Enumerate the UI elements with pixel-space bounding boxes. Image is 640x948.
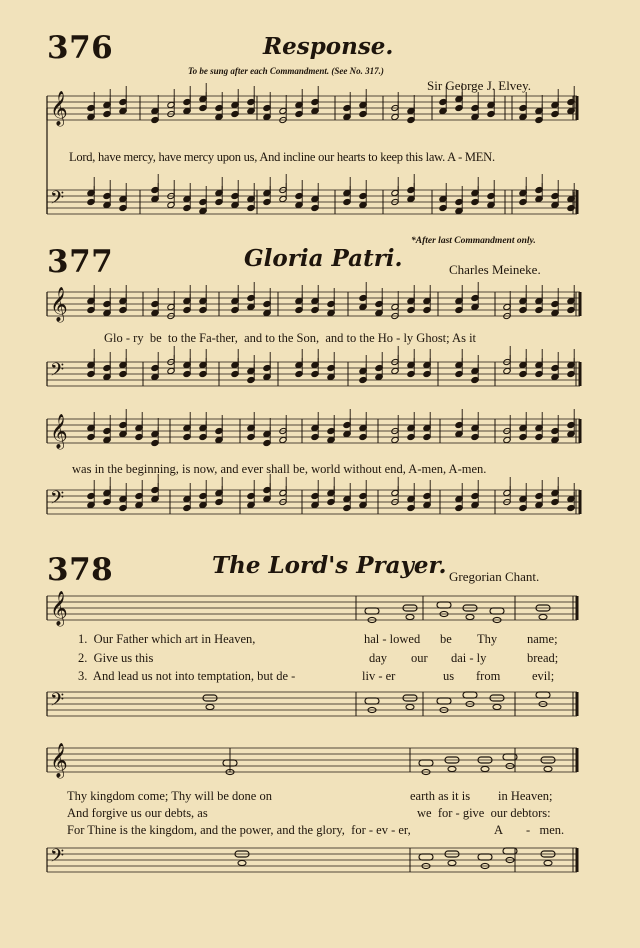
- chant-syllable: name;: [527, 632, 558, 646]
- chant-syllable: liv - er: [362, 669, 396, 683]
- treble-clef-icon: 𝄞: [50, 91, 68, 126]
- hymn-footnote-376: *After last Commandment only.: [411, 236, 536, 246]
- staff-lines: [47, 96, 580, 872]
- chant-verse-2: 2. Give us this: [78, 651, 154, 665]
- hymn-lyrics-377-line-1: Glo - ry be to the Fa-ther, and to the Son, and to the Ho - ly Ghost; As it: [104, 331, 477, 345]
- note-head: [406, 704, 414, 709]
- hymn-lyrics-377-line-2: was in the beginning, is now, and ever shall be, world without end, A-men, A-men.: [72, 462, 487, 476]
- note-head: [406, 614, 414, 619]
- hymn-title-377: Gloria Patri.: [244, 245, 403, 272]
- breve-note: [419, 760, 433, 766]
- breve-note: [490, 608, 504, 614]
- treble-clef-icon: 𝄞: [50, 743, 68, 778]
- bass-clef-icon: 𝄢: [50, 690, 65, 715]
- breve-note: [365, 608, 379, 614]
- chant-syllable: evil;: [532, 669, 555, 683]
- hymn-number-376: 376: [47, 30, 114, 66]
- breve-note: [437, 698, 451, 704]
- chant-syllable: dai - ly: [451, 651, 487, 665]
- hymn-number-377: 377: [47, 244, 114, 280]
- treble-clef-icon: 𝄞: [50, 591, 68, 626]
- note-head: [206, 704, 214, 709]
- chant-syllable: earth as it is: [410, 789, 471, 803]
- chant-syllable: bread;: [527, 651, 559, 665]
- chant-syllable: Thy: [477, 632, 498, 646]
- note-head: [448, 860, 456, 865]
- chant-verse-3: 3. And lead us not into temptation, but de -: [78, 669, 296, 683]
- breve-note: [463, 692, 477, 698]
- hymn-composer-378: Gregorian Chant.: [449, 569, 540, 584]
- note-head: [544, 860, 552, 865]
- chant-syllable: day: [369, 651, 388, 665]
- chant-verse-3-part-2: For Thine is the kingdom, and the power, and the glory, for - ev - er,: [67, 823, 411, 837]
- breve-note: [419, 854, 433, 860]
- chant-syllable: we for - give our debtors:: [417, 806, 551, 820]
- bass-clef-icon: 𝄢: [50, 488, 65, 513]
- note-head: [238, 860, 246, 865]
- chant-syllable: from: [476, 669, 501, 683]
- breve-note: [478, 854, 492, 860]
- bass-clef-icon: 𝄢: [50, 188, 65, 213]
- hymn-composer-376: Sir George J. Elvey.: [427, 78, 531, 93]
- note-marks: [47, 83, 575, 871]
- chant-verse-1-part-2: Thy kingdom come; Thy will be done on: [67, 789, 272, 803]
- chant-syllable: be: [440, 632, 452, 646]
- bass-clef-icon: 𝄢: [50, 360, 65, 385]
- chant-syllable: hal - lowed: [364, 632, 421, 646]
- chant-syllable: - men.: [526, 823, 565, 837]
- hymn-composer-377: Charles Meineke.: [449, 262, 541, 277]
- hymn-lyrics-376: Lord, have mercy, have mercy upon us, And incline our hearts to keep this law. A - MEN.: [69, 150, 495, 164]
- note-head: [539, 614, 547, 619]
- treble-clef-icon: 𝄞: [50, 414, 68, 449]
- chant-verse-1: 1. Our Father which art in Heaven,: [78, 632, 256, 646]
- note-head: [466, 614, 474, 619]
- hymn-number-378: 378: [47, 552, 114, 588]
- hymn-title-376: Response.: [263, 33, 394, 60]
- treble-clef-icon: 𝄞: [50, 287, 68, 322]
- bass-clef-icon: 𝄢: [50, 846, 65, 871]
- chant-verse-2-part-2: And forgive us our debts, as: [67, 806, 208, 820]
- chant-syllable: our: [411, 651, 428, 665]
- breve-note: [437, 602, 451, 608]
- hymn-instruction-376: To be sung after each Commandment. (See No. 317.): [188, 66, 384, 76]
- note-head: [544, 766, 552, 771]
- note-head: [481, 766, 489, 771]
- breve-note: [536, 692, 550, 698]
- chant-syllable: us: [443, 669, 455, 683]
- chant-syllable: A: [494, 823, 504, 837]
- chant-syllable: in Heaven;: [498, 789, 553, 803]
- note-head: [448, 766, 456, 771]
- breve-note: [365, 698, 379, 704]
- hymn-title-378: The Lord's Prayer.: [212, 552, 447, 579]
- note-head: [493, 704, 501, 709]
